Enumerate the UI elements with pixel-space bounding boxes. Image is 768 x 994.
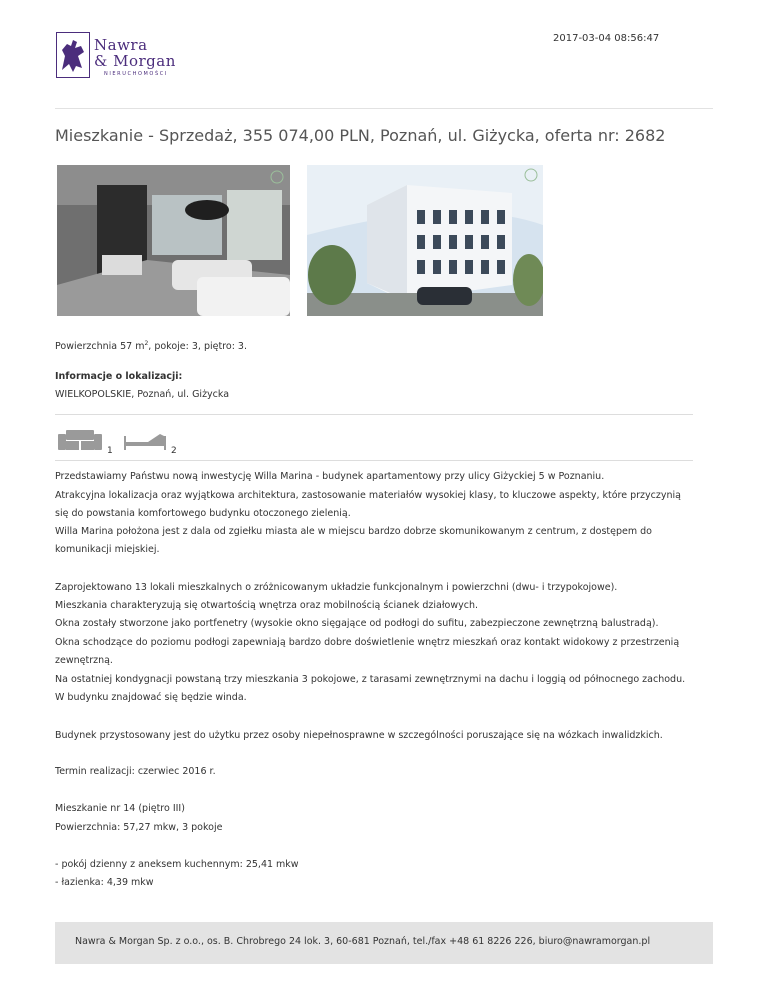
griffin-logo-icon — [56, 32, 90, 78]
features-divider-bottom — [55, 460, 693, 461]
header-divider — [55, 108, 713, 109]
description-line: komunikacji miejskiej. — [55, 544, 160, 555]
logo-text-line2: & Morgan — [94, 52, 176, 70]
area-unit-superscript: 2 — [144, 340, 149, 347]
description-line: Mieszkanie nr 14 (piętro III) — [55, 803, 185, 814]
description-line: się do powstania komfortowego budynku otoczonego zielenią. — [55, 508, 351, 519]
description-line: Zaprojektowano 13 lokali mieszkalnych o zróżnicowanym układzie funkcjonalnym i powierzchni (dwu- i trzypokojowe). — [55, 582, 618, 593]
description-line: Atrakcyjna lokalizacja oraz wyjątkowa architektura, zastosowanie materiałów wysokiej klasy, to kluczowe aspekty, które przyczynią — [55, 490, 681, 501]
page-title: Mieszkanie - Sprzedaż, 355 074,00 PLN, Poznań, ul. Giżycka, oferta nr: 2682 — [55, 126, 666, 145]
location-heading: Informacje o lokalizacji: — [55, 371, 183, 382]
description-line: Przedstawiamy Państwu nową inwestycję Willa Marina - budynek apartamentowy przy ulicy Giżyckiej 5 w Poznaniu. — [55, 471, 605, 482]
bed-icon — [124, 430, 166, 450]
area-summary — [55, 340, 247, 352]
sofa-count: 1 — [107, 446, 113, 456]
description-line: Mieszkania charakteryzują się otwartością wnętrza oraz mobilnością ścianek działowych. — [55, 600, 479, 611]
description-line: Na ostatniej kondygnacji powstaną trzy mieszkania 3 pokojowe, z tarasami zewnętrznymi na dachu i loggią od północnego zachodu. — [55, 674, 686, 685]
area-suffix: , pokoje: 3, piętro: 3. — [148, 341, 247, 353]
bed-count: 2 — [171, 446, 177, 456]
print-timestamp: 2017-03-04 08:56:47 — [553, 33, 660, 44]
logo-subtitle: NIERUCHOMOŚCI — [104, 71, 168, 77]
logo-text-line1: Nawra — [94, 36, 148, 54]
description-line: Okna zostały stworzone jako portfenetry (wysokie okno sięgające od podłogi do sufitu, zabezpieczone zewnętrzną balustradą). — [55, 618, 659, 629]
description-line: W budynku znajdować się będzie winda. — [55, 692, 247, 703]
description-line: Termin realizacji: czerwiec 2016 r. — [55, 766, 216, 777]
sofa-icon — [58, 430, 102, 452]
company-contact: Nawra & Morgan Sp. z o.o., os. B. Chrobrego 24 lok. 3, 60-681 Poznań, tel./fax +48 61 8226 226, biuro@nawramorgan.pl — [75, 936, 651, 947]
description-line: zewnętrzną. — [55, 655, 113, 666]
description-line: Willa Marina położona jest z dala od zgiełku miasta ale w miejscu bardzo dobrze skomunikowanym z centrum, z dostępem do — [55, 526, 652, 537]
building-photo[interactable] — [307, 165, 543, 316]
company-logo[interactable] — [56, 28, 196, 80]
description-line: - pokój dzienny z aneksem kuchennym: 25,41 mkw — [55, 859, 299, 870]
area-prefix: Powierzchnia 57 m — [55, 341, 145, 353]
description-line: Budynek przystosowany jest do użytku przez osoby niepełnosprawne w szczególności poruszające się na wózkach inwalidzkich. — [55, 730, 663, 741]
features-divider-top — [55, 414, 693, 415]
description-line: Okna schodzące do poziomu podłogi zapewniają bardzo dobre doświetlenie wnętrz mieszkań oraz kontakt widokowy z przestrzenią — [55, 637, 680, 648]
description-line: - łazienka: 4,39 mkw — [55, 877, 154, 888]
location-value: WIELKOPOLSKIE, Poznań, ul. Giżycka — [55, 389, 230, 400]
interior-photo[interactable] — [57, 165, 290, 316]
company-footer — [55, 922, 713, 964]
description-line: Powierzchnia: 57,27 mkw, 3 pokoje — [55, 822, 223, 833]
